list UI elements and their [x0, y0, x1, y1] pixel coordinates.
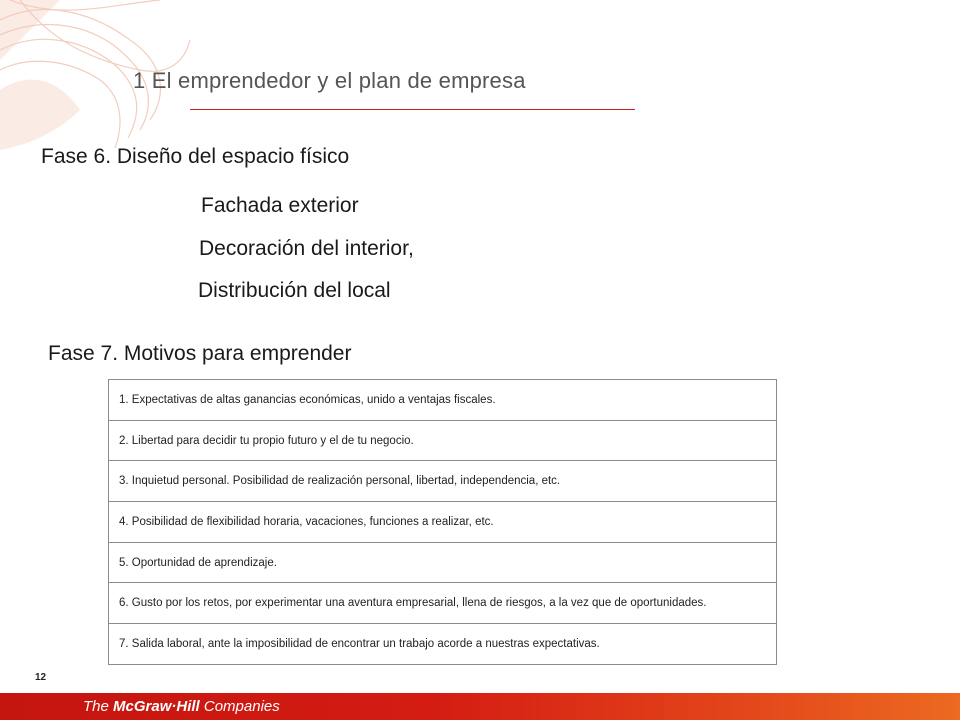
page-number: 12	[35, 672, 47, 683]
phase-6-item-facade: Fachada exterior	[201, 194, 359, 217]
slide-header-title: 1 El emprendedor y el plan de empresa	[133, 68, 526, 93]
reason-row: 1. Expectativas de altas ganancias económicas, unido a ventajas fiscales.	[109, 380, 776, 421]
reasons-table	[108, 379, 777, 665]
phase-6-item-interior-decoration: Decoración del interior,	[199, 237, 414, 260]
reason-row: 4. Posibilidad de flexibilidad horaria, vacaciones, funciones a realizar, etc.	[109, 502, 776, 543]
header-divider	[190, 109, 635, 110]
reason-row: 5. Oportunidad de aprendizaje.	[109, 543, 776, 584]
brand-suffix: Companies	[199, 698, 280, 715]
phase-6-item-layout: Distribución del local	[198, 279, 391, 302]
phase-6-heading: Fase 6. Diseño del espacio físico	[41, 145, 350, 168]
phase-7-heading: Fase 7. Motivos para emprender	[48, 342, 352, 365]
reason-row: 7. Salida laboral, ante la imposibilidad de encontrar un trabajo acorde a nuestras expectativas.	[119, 638, 600, 651]
publisher-logo	[83, 698, 280, 715]
reason-row: 3. Inquietud personal. Posibilidad de realización personal, libertad, independencia, etc.	[109, 461, 776, 502]
reason-row: 6. Gusto por los retos, por experimentar una aventura empresarial, llena de riesgos, a la vez que de oportunidades.	[109, 583, 776, 624]
footer-bar	[0, 693, 960, 720]
brand-name: McGraw·Hill	[113, 698, 200, 715]
brand-prefix: The	[83, 698, 114, 715]
reason-row: 2. Libertad para decidir tu propio futuro y el de tu negocio.	[109, 421, 776, 462]
